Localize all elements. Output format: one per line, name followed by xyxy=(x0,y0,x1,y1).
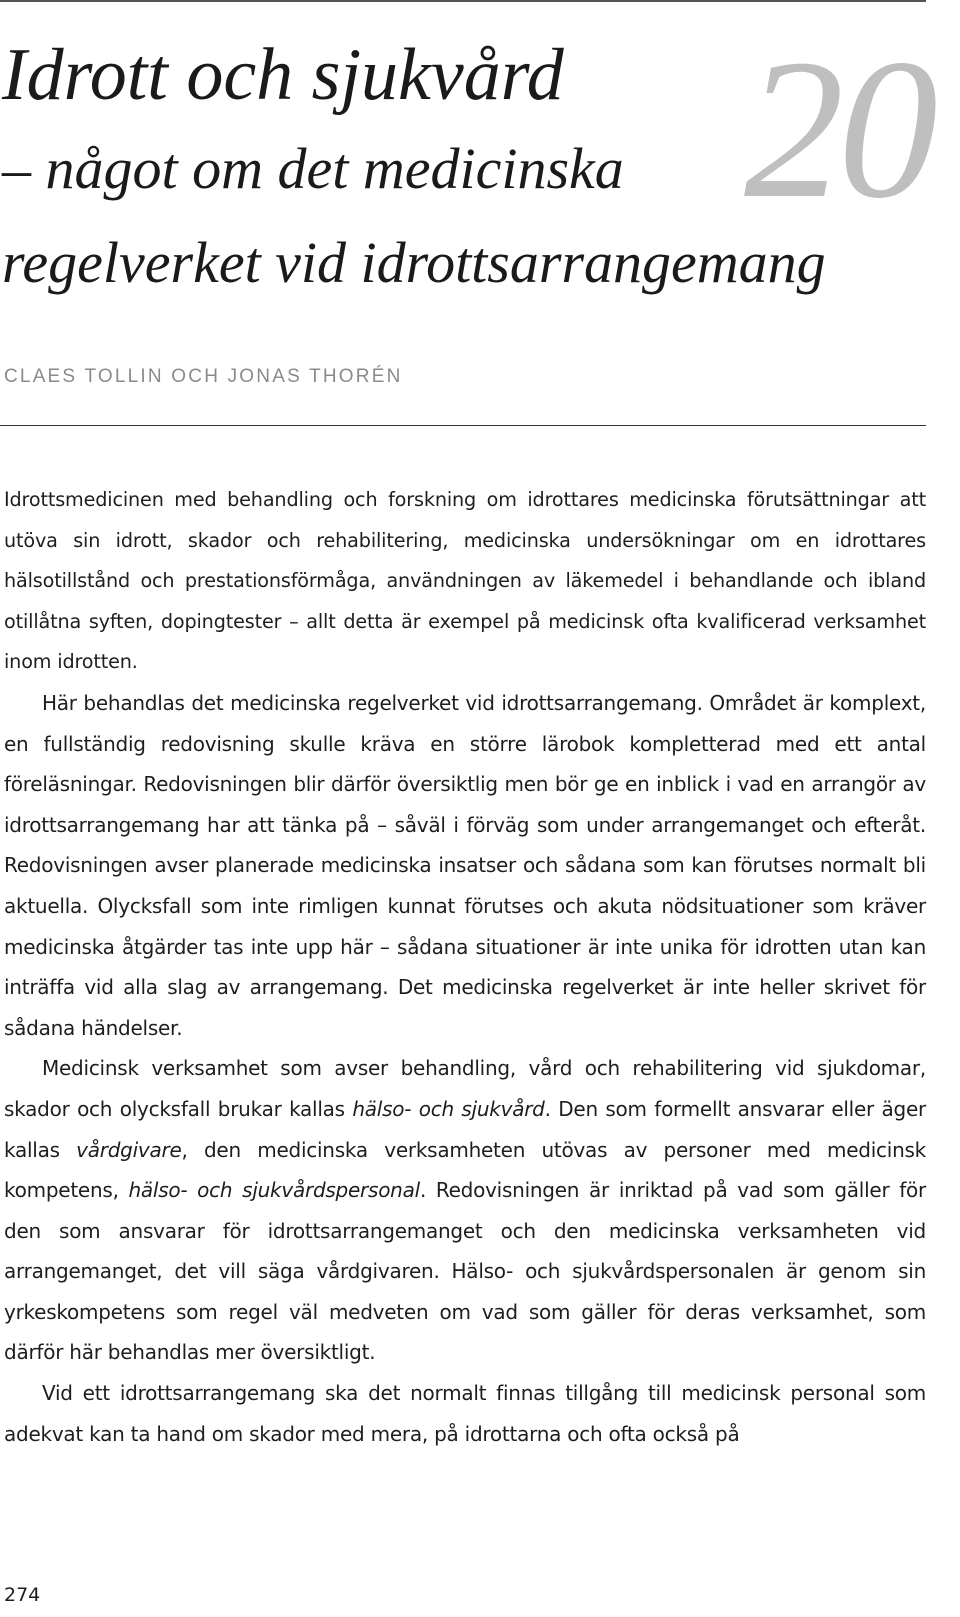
chapter-title-line-3: regelverket vid idrottsarrangemang xyxy=(2,230,826,295)
authors-divider xyxy=(0,425,926,426)
top-rule xyxy=(0,0,926,2)
page-number: 274 xyxy=(4,1584,41,1606)
paragraph-run-italic: vårdgivare xyxy=(76,1137,182,1162)
paragraph-run: . Den som formellt ansvarar eller äger kallas xyxy=(4,1096,927,1162)
paragraph-run: Idrottsmedicinen med behandling och forskning om idrottares medicinska förutsättningar att utöva sin idrott, skador och rehabilitering, medicinska undersökningar om en idrottares hälsotillstånd och prestationsförmåga, användningen av läkemedel i behandlande och ibland otillåtna syften, dopingtester – allt detta är exempel på medicinsk ofta kvalificerad verksamhet inom idrotten. xyxy=(4,488,926,674)
paragraph-run-italic: hälso- och sjukvård xyxy=(352,1096,545,1121)
chapter-authors: CLAES TOLLIN OCH JONAS THORÉN xyxy=(4,366,403,387)
chapter-number: 20 xyxy=(744,19,932,240)
paragraph-run: Medicinsk verksamhet som avser behandling, vård och rehabilitering vid sjukdomar, skador och olycksfall brukar kallas xyxy=(4,1056,926,1121)
paragraph xyxy=(4,480,926,683)
paragraph-run: . Redovisningen är inriktad på vad som gäller för den som ansvarar för idrottsarrangemanget och den medicinska verksamheten vid arrangemanget, det vill säga vårdgivaren. Hälso- och sjukvårdspersonalen är genom sin yrkeskompetens som regel väl medveten om vad som gäller för deras verksamhet, som därför här behandlas mer översiktligt. xyxy=(4,1178,927,1365)
paragraph xyxy=(4,1048,926,1373)
paragraph-run-italic: hälso- och sjukvårdspersonal xyxy=(128,1178,420,1203)
paragraph-run: Vid ett idrottsarrangemang ska det normalt finnas tillgång till medicinsk personal som adekvat kan ta hand om skador med mera, på idrottarna och ofta också på xyxy=(4,1381,926,1446)
paragraph xyxy=(4,1373,926,1454)
body-text xyxy=(4,480,926,1454)
paragraph-run: , den medicinska verksamheten utövas av personer med medicinsk kompetens, xyxy=(4,1137,926,1203)
chapter-title xyxy=(2,28,826,310)
paragraph-run: Här behandlas det medicinska regelverket vid idrottsarrangemang. Området är komplext, en fullständig redovisning skulle kräva en större lärobok kompletterad med ett antal föreläsningar. Redovisningen blir därför översiktlig men bör ge en inblick i vad en arrangör av idrottsarrangemang har att tänka på – såväl i förväg som under arrangemanget och efteråt. Redovisningen avser planerade medicinska insatser och sådana som kan förutses normalt bli aktuella. Olycksfall som inte rimligen kunnat förutses och akuta nödsituationer som kräver medicinska åtgärder tas inte upp här – sådana situationer är inte unika för idrotten utan kan inträffa vid alla slag av arrangemang. Det medicinska regelverket är inte heller skrivet för sådana händelser. xyxy=(4,690,926,1040)
paragraph xyxy=(4,683,926,1048)
chapter-title-line-2: – något om det medicinska xyxy=(2,136,624,201)
chapter-title-line-1: Idrott och sjukvård xyxy=(2,34,564,116)
